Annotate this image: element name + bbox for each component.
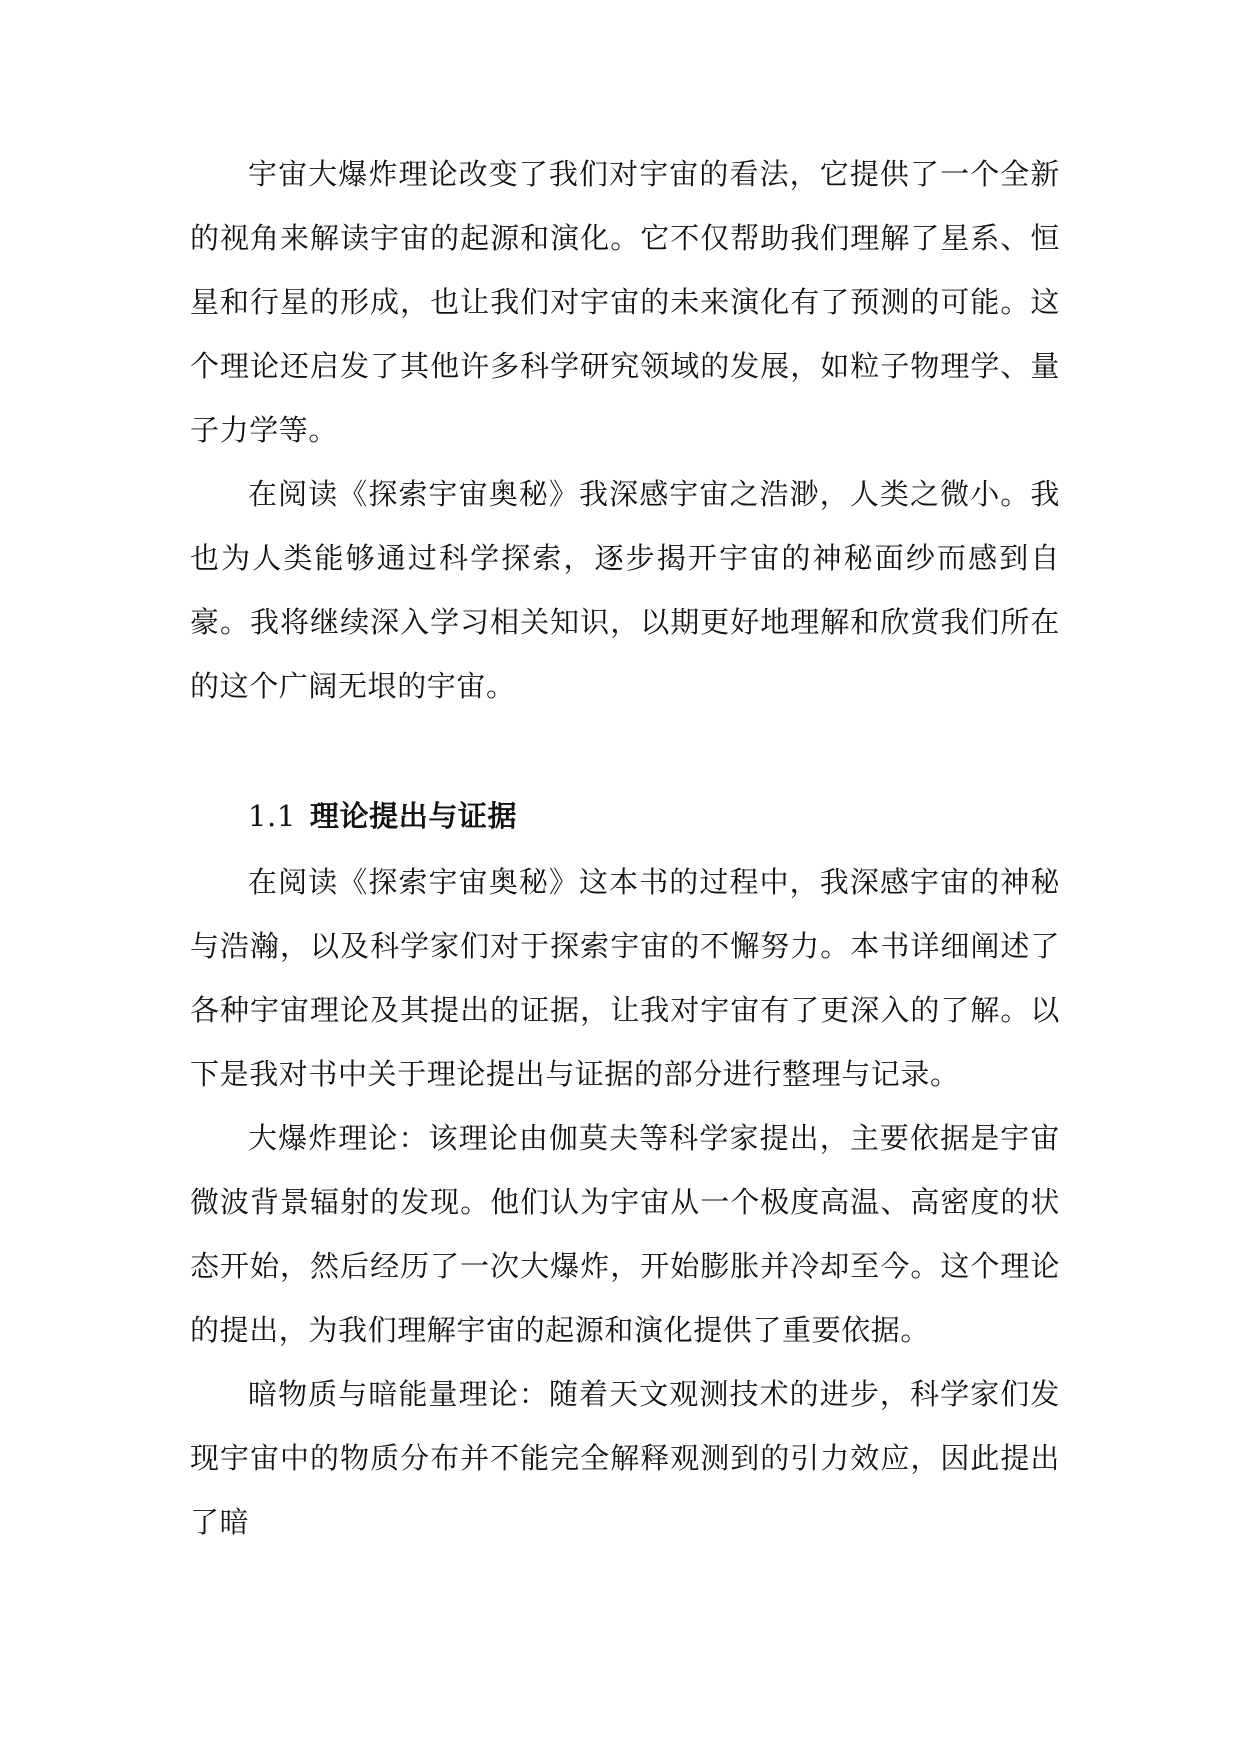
section-heading (190, 784, 1060, 848)
paragraph-section-intro: 在阅读《探索宇宙奥秘》这本书的过程中，我深感宇宙的神秘与浩瀚，以及科学家们对于探索宇宙的不懈努力。本书详细阐述了各种宇宙理论及其提出的证据，让我对宇宙有了更深入的了解。以下是我对书中关于理论提出与证据的部分进行整理与记录。 (190, 865, 1060, 1091)
paragraph-dark-matter-theory: 暗物质与暗能量理论：随着天文观测技术的进步，科学家们发现宇宙中的物质分布并不能完全解释观测到的引力效应，因此提出了暗 (190, 1377, 1060, 1539)
paragraph-reading-reflection: 在阅读《探索宇宙奥秘》我深感宇宙之浩渺，人类之微小。我也为人类能够通过科学探索，逐步揭开宇宙的神秘面纱而感到自豪。我将继续深入学习相关知识，以期更好地理解和欣赏我们所在的这个广阔无垠的宇宙。 (190, 477, 1060, 703)
paragraph-big-bang-view: 宇宙大爆炸理论改变了我们对宇宙的看法，它提供了一个全新的视角来解读宇宙的起源和演化。它不仅帮助我们理解了星系、恒星和行星的形成，也让我们对宇宙的未来演化有了预测的可能。这个理论还启发了其他许多科学研究领域的发展，如粒子物理学、量子力学等。 (190, 157, 1060, 447)
page-content (190, 142, 1060, 1554)
section-title: 理论提出与证据 (309, 799, 518, 833)
paragraph-big-bang-theory: 大爆炸理论：该理论由伽莫夫等科学家提出，主要依据是宇宙微波背景辐射的发现。他们认为宇宙从一个极度高温、高密度的状态开始，然后经历了一次大爆炸，开始膨胀并冷却至今。这个理论的提出，为我们理解宇宙的起源和演化提供了重要依据。 (190, 1121, 1060, 1347)
section-number: 1.1 (248, 799, 296, 833)
